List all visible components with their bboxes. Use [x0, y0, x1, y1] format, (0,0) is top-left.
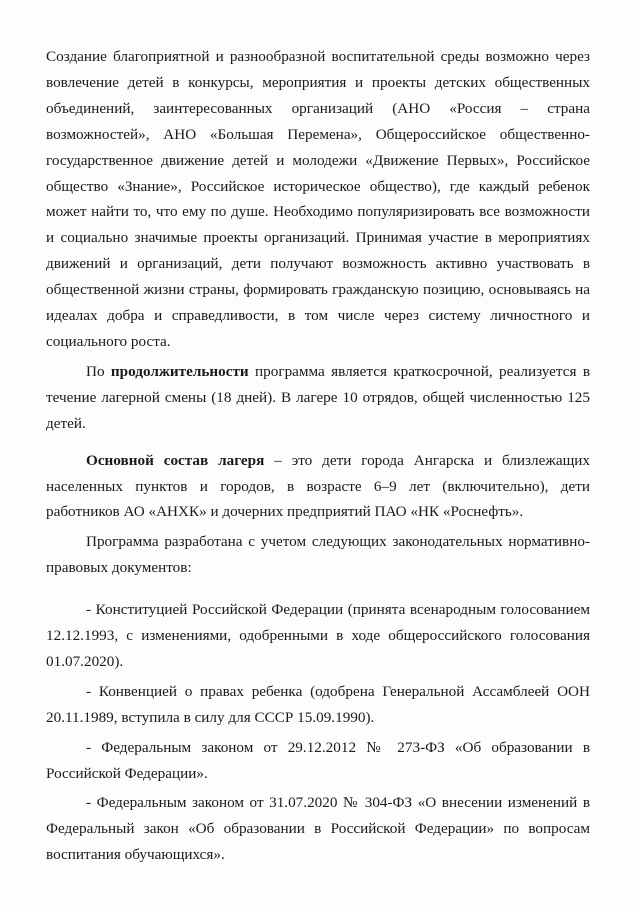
legal-document-item: - Федеральным законом от 31.07.2020 № 304-ФЗ «О внесении изменений в Федеральный закон «Об образовании в Российской Федерации» по вопросам воспитания обучающихся». — [46, 794, 590, 864]
document-body — [46, 44, 590, 868]
legal-document-item: - Федеральным законом от 29.12.2012 № 273-ФЗ «Об образовании в Российской Федерации». — [46, 738, 590, 782]
composition-text: – это дети города Ангарска и близлежащих населенных пунктов и городов, в возрасте 6–9 лет (включительно), дети работников АО «АНХК» и дочерних предприятий ПАО «НК «Роснефть». — [46, 451, 590, 521]
legal-document-item: - Конституцией Российской Федерации (принята всенародным голосованием 12.12.1993, с изменениями, одобренными в ходе общероссийского голосования 01.07.2020). — [46, 601, 590, 670]
paragraph-duration — [46, 359, 590, 437]
legal-document-item: - Конвенцией о правах ребенка (одобрена Генеральной Ассамблеей ООН 20.11.1989, вступила в силу для СССР 15.09.1990). — [46, 682, 590, 726]
duration-prefix: По — [86, 362, 111, 380]
composition-term: Основной состав лагеря — [86, 451, 265, 469]
paragraph-environment: Создание благоприятной и разнообразной воспитательной среды возможно через вовлечение детей в конкурсы, мероприятия и проекты детских общественных объединений, заинтересованных организаций (АНО «Россия – страна возможностей», АНО «Большая Перемена», Общероссийское общественно-государственное движение детей и молодежи «Движение Первых», Российское общество «Знание», Российское историческое общество), где каждый ребенок может найти то, что ему по душе. Необходимо популяризировать все возможности и социально значимые проекты организаций. Принимая участие в мероприятиях движений и организаций, дети получают возможность активно участвовать в общественной жизни страны, формировать гражданскую позицию, основываясь на идеалах добра и справедливости, в том числе через систему личностного и социального роста. — [46, 48, 590, 350]
duration-term: продолжительности — [110, 362, 249, 380]
paragraph-camp-composition — [46, 448, 590, 526]
duration-text: программа является краткосрочной, реализуется в течение лагерной смены (18 дней). В лагере 10 отрядов, общей численностью 125 детей. — [46, 362, 590, 432]
paragraph-legal-intro: Программа разработана с учетом следующих законодательных нормативно-правовых документов: — [46, 533, 590, 577]
